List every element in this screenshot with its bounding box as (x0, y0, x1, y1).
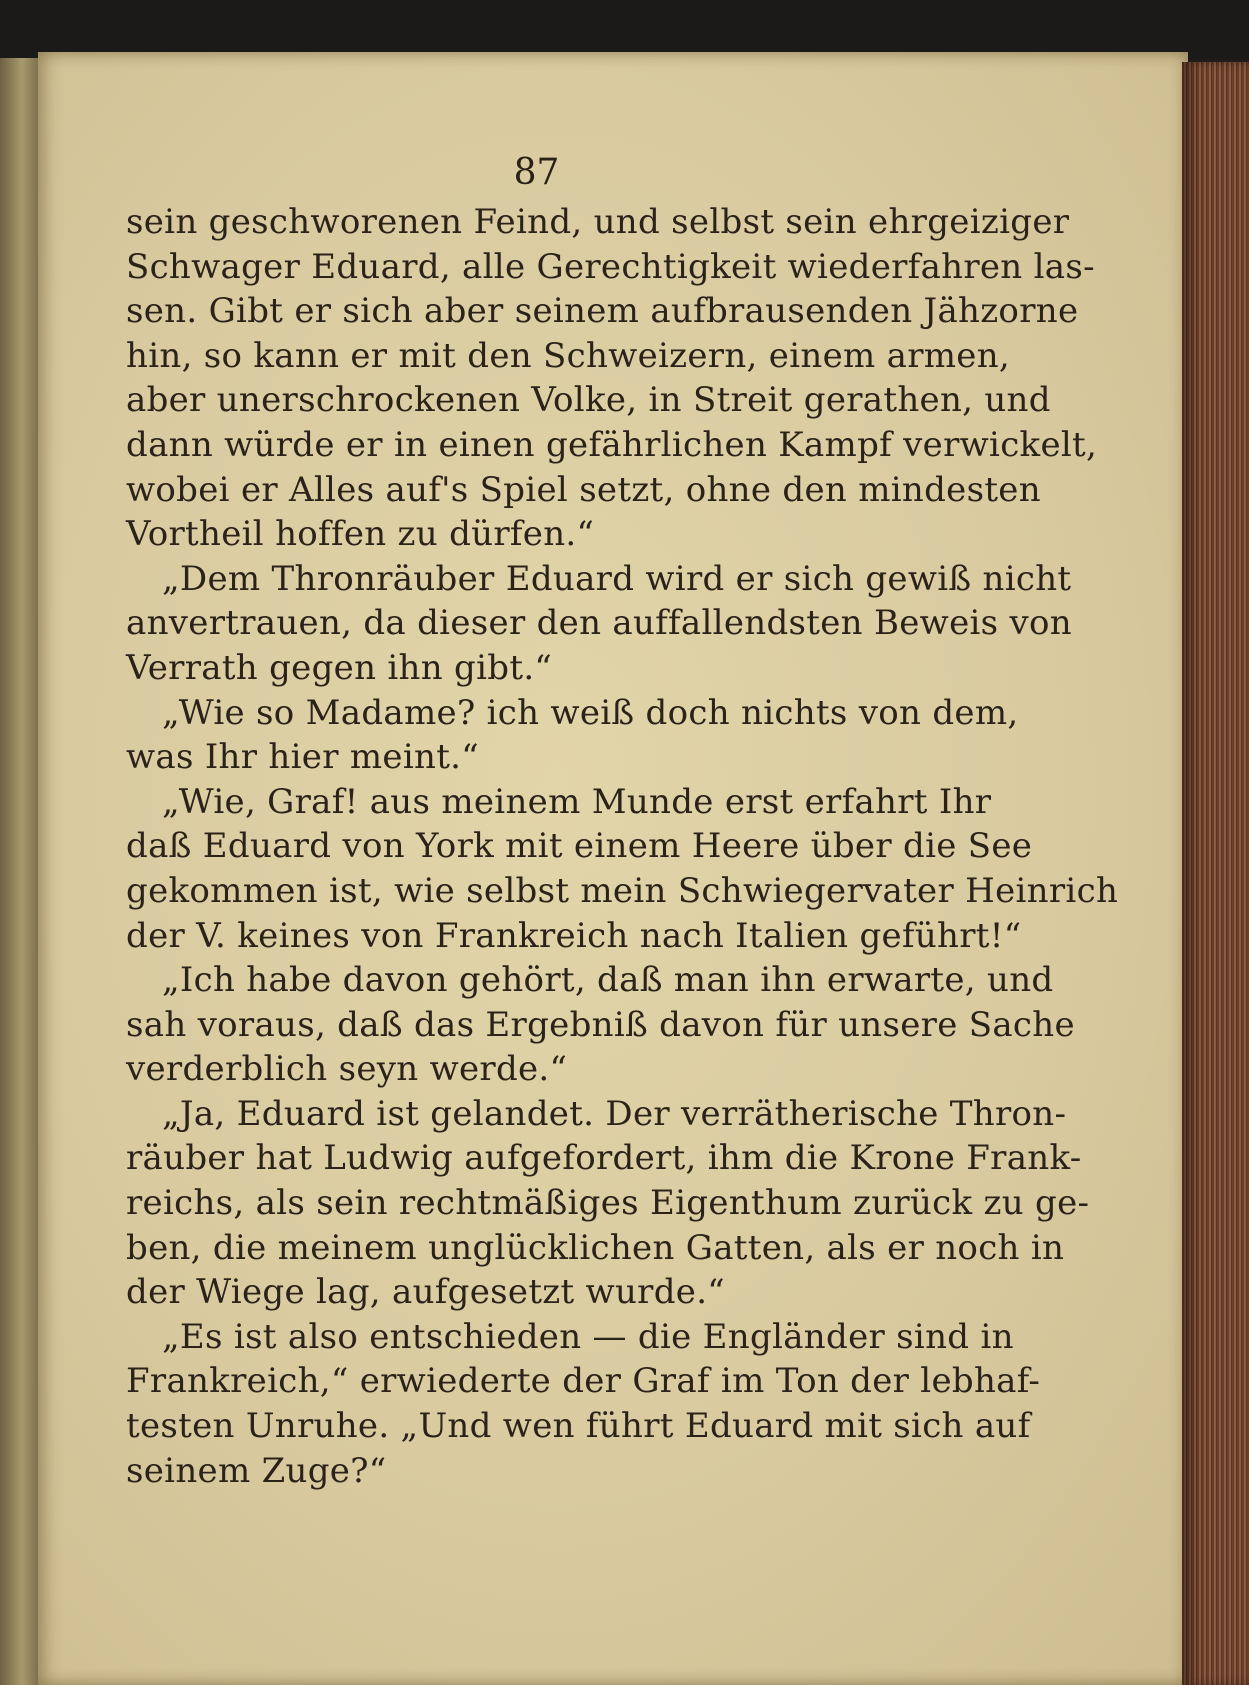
text-line: „Es ist also entschieden — die Engländer sind in (162, 1316, 1014, 1357)
text-line: seinem Zuge?“ (126, 1450, 387, 1491)
text-line: verderblich seyn werde.“ (126, 1049, 568, 1090)
text-line: testen Unruhe. „Und wen führt Eduard mit sich auf (126, 1406, 1031, 1447)
text-line: Vortheil hoffen zu dürfen.“ (126, 514, 595, 555)
text-line: der V. keines von Frankreich nach Italien geführt!“ (126, 915, 1022, 956)
text-line: anvertrauen, da dieser den auffallendsten Beweis von (126, 603, 1073, 644)
text-line: reichs, als sein rechtmäßiges Eigenthum zurück zu ge- (126, 1183, 1090, 1224)
page-stack-edge (1182, 62, 1249, 1685)
text-line: der Wiege lag, aufgesetzt wurde.“ (126, 1272, 725, 1313)
text-line: dann würde er in einen gefährlichen Kampf verwickelt, (126, 424, 1098, 465)
text-line: „Wie, Graf! aus meinem Munde erst erfahrt Ihr (162, 781, 992, 822)
facing-page-edge (0, 58, 40, 1685)
text-line: räuber hat Ludwig aufgefordert, ihm die Krone Frank- (126, 1138, 1082, 1179)
text-line: was Ihr hier meint.“ (126, 737, 479, 778)
text-line: „Ja, Eduard ist gelandet. Der verrätherische Thron- (162, 1093, 1067, 1134)
page-number-text: 87 (513, 152, 560, 193)
text-line: sen. Gibt er sich aber seinem aufbrausenden Jähzorne (126, 291, 1079, 332)
text-line: ben, die meinem unglücklichen Gatten, als er noch in (126, 1227, 1065, 1268)
text-line: „Ich habe davon gehört, daß man ihn erwarte, und (162, 960, 1054, 1001)
text-line: sah voraus, daß das Ergebniß davon für unsere Sache (126, 1004, 1075, 1045)
body-text (126, 200, 1119, 1493)
text-line: daß Eduard von York mit einem Heere über die See (126, 826, 1033, 867)
text-line: Frankreich,“ erwiederte der Graf im Ton der lebhaf- (126, 1361, 1041, 1402)
page-number (0, 152, 1249, 193)
text-line: sein geschworenen Feind, und selbst sein ehrgeiziger (126, 202, 1070, 242)
text-line: wobei er Alles auf's Spiel setzt, ohne den mindesten (126, 469, 1041, 510)
text-line: Schwager Eduard, alle Gerechtigkeit wiederfahren las- (126, 246, 1095, 287)
text-line: aber unerschrockenen Volke, in Streit gerathen, und (126, 380, 1051, 421)
text-line: hin, so kann er mit den Schweizern, einem armen, (126, 335, 1011, 376)
scan-background-top (0, 0, 1249, 60)
text-line: „Wie so Madame? ich weiß doch nichts von dem, (162, 692, 1019, 733)
text-line: „Dem Thronräuber Eduard wird er sich gewiß nicht (162, 558, 1072, 599)
text-line: gekommen ist, wie selbst mein Schwiegervater Heinrich (126, 870, 1119, 911)
text-line: Verrath gegen ihn gibt.“ (126, 647, 553, 688)
